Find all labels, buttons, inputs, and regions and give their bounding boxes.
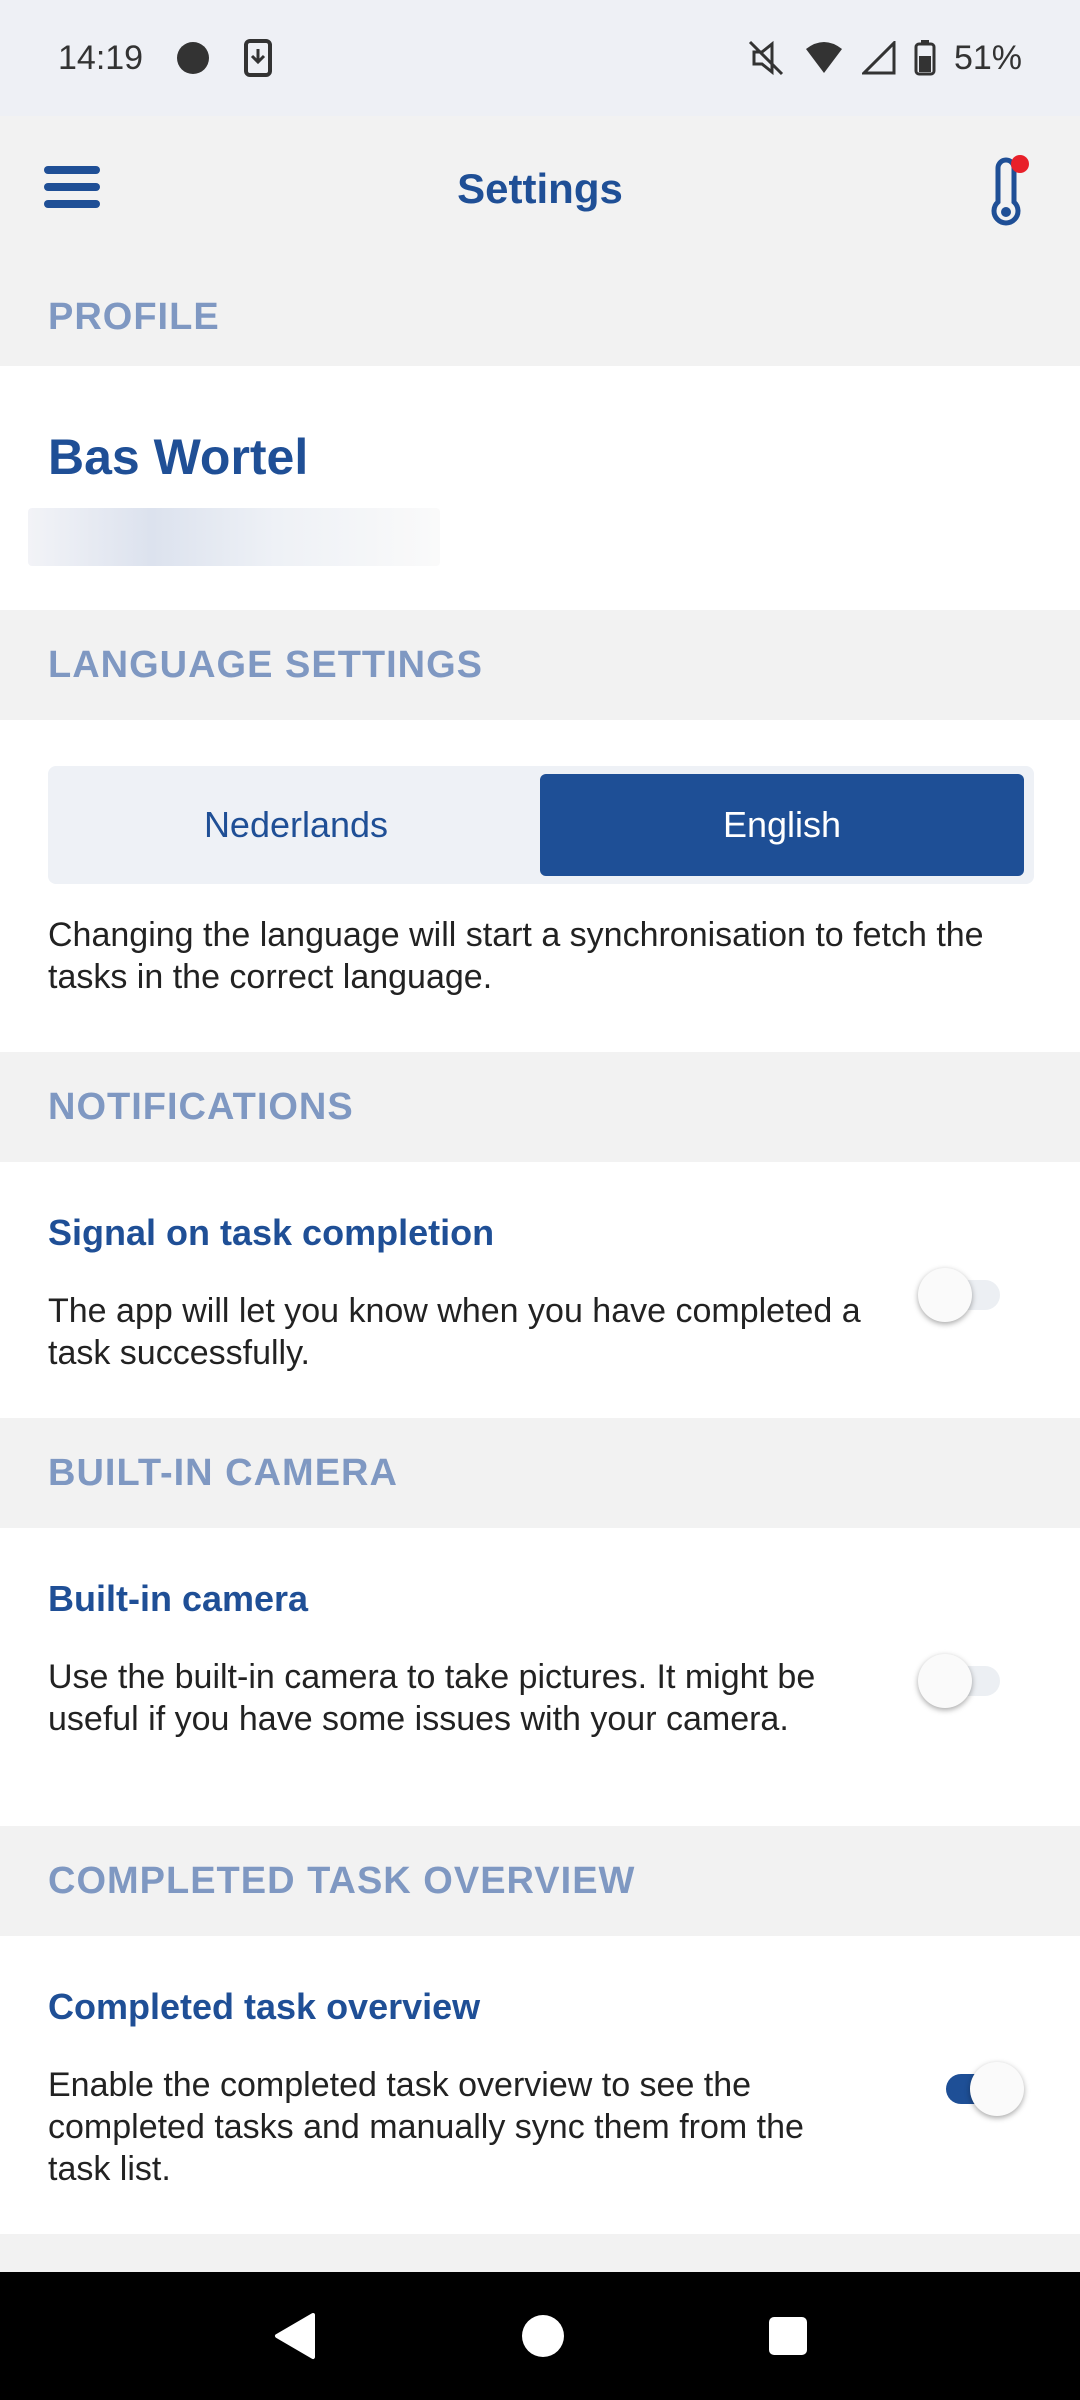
signal-icon — [862, 41, 896, 75]
camera-card — [0, 1528, 1080, 1826]
notifications-card — [0, 1162, 1080, 1418]
completed-card — [0, 1936, 1080, 2234]
section-header-notifications: NOTIFICATIONS — [0, 1052, 1080, 1162]
section-header-completed: COMPLETED TASK OVERVIEW — [0, 1826, 1080, 1936]
mute-icon — [746, 38, 786, 78]
status-bar — [0, 0, 1080, 116]
language-card — [0, 720, 1080, 1052]
recents-icon[interactable] — [767, 2315, 809, 2357]
notification-setting-title: Signal on task completion — [48, 1212, 495, 1253]
section-header-profile: PROFILE — [0, 262, 1080, 372]
record-indicator-icon — [177, 42, 209, 74]
menu-icon[interactable] — [44, 166, 104, 216]
status-time: 14:19 — [58, 38, 144, 77]
language-note: Changing the language will start a synchronisation to fetch the tasks in the correct language. — [48, 916, 984, 996]
section-header-language: LANGUAGE SETTINGS — [0, 610, 1080, 720]
section-header-camera: BUILT-IN CAMERA — [0, 1418, 1080, 1528]
battery-percent: 51% — [953, 38, 1022, 77]
home-icon[interactable] — [520, 2313, 566, 2359]
language-segmented-control — [48, 766, 1034, 884]
camera-toggle[interactable] — [918, 1650, 1004, 1710]
blurred-email — [28, 508, 440, 566]
language-option-english[interactable]: English — [540, 774, 1024, 876]
download-notification-icon — [243, 39, 273, 77]
completed-setting-title: Completed task overview — [48, 1986, 481, 2027]
wifi-icon — [804, 41, 844, 75]
page-title: Settings — [457, 165, 623, 212]
language-option-nederlands[interactable]: Nederlands — [203, 804, 389, 845]
completed-setting-description: Enable the completed task overview to see the completed tasks and manually sync them from the task list. — [48, 2066, 804, 2188]
notification-setting-description: The app will let you know when you have completed a task successfully. — [48, 1292, 861, 1372]
profile-card — [0, 366, 1080, 610]
camera-setting-title: Built-in camera — [48, 1578, 309, 1619]
camera-setting-description: Use the built-in camera to take pictures. It might be useful if you have some issues with your camera. — [48, 1658, 816, 1738]
battery-icon — [914, 40, 936, 76]
completed-toggle[interactable] — [936, 2058, 1022, 2118]
back-icon[interactable] — [271, 2311, 319, 2361]
notification-toggle[interactable] — [918, 1264, 1004, 1324]
app-bar — [0, 116, 1080, 262]
system-nav-bar — [0, 2272, 1080, 2400]
thermometer-icon[interactable] — [976, 154, 1036, 234]
notification-dot — [1011, 155, 1029, 173]
profile-name: Bas Wortel — [48, 429, 309, 485]
